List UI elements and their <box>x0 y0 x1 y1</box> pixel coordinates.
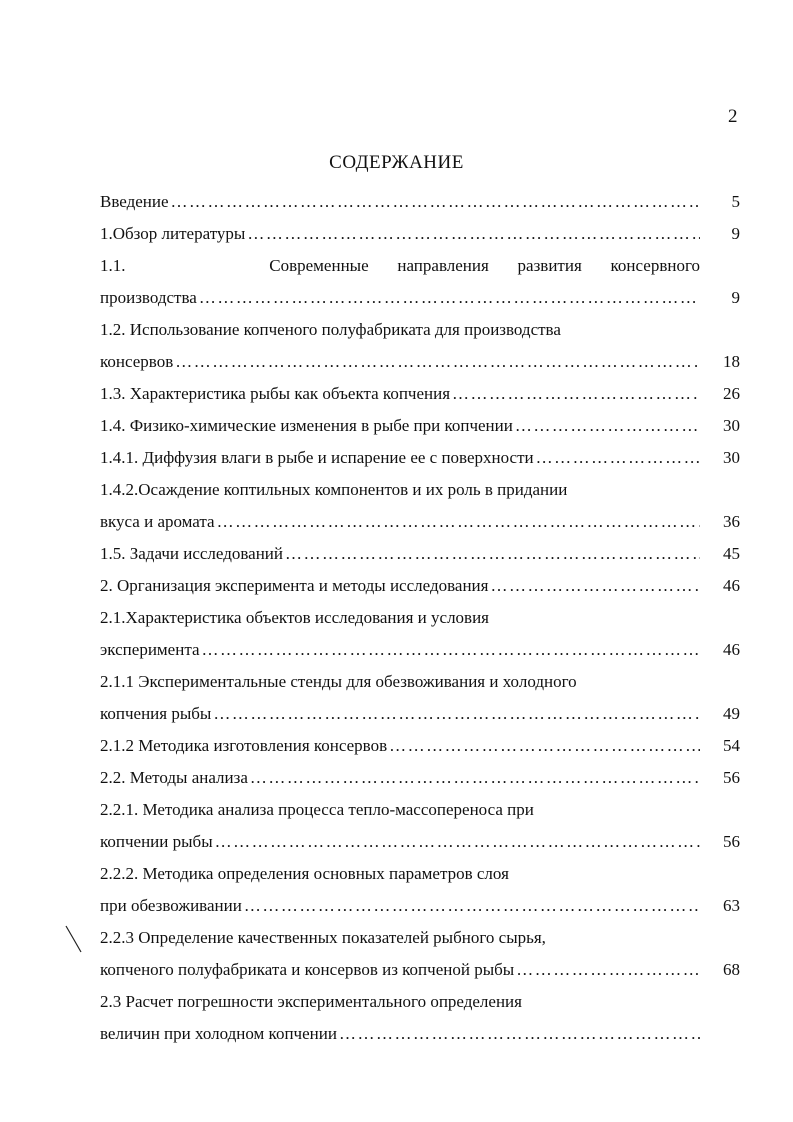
toc-line <box>100 446 700 470</box>
toc-entry-text: Введение <box>100 192 169 211</box>
toc-page-number: 26 <box>723 384 740 403</box>
toc-entry-text: 2.3 Расчет погрешности экспериментального определения <box>100 992 522 1011</box>
dot-leader <box>337 1022 700 1046</box>
toc-page-number: 9 <box>731 288 740 307</box>
toc-line <box>100 1022 700 1046</box>
toc-line <box>100 254 700 278</box>
toc-entry-text: эксперимента <box>100 640 200 659</box>
toc-entry-text: копченого полуфабриката и консервов из копченой рыбы <box>100 960 515 979</box>
toc-entry-text: 1.2. Использование копченого полуфабриката для производства <box>100 320 561 339</box>
toc-entry-text: 2.1.Характеристика объектов исследования и условия <box>100 608 489 627</box>
dot-leader <box>213 830 700 854</box>
toc-entry-text: 1.4.1. Диффузия влаги в рыбе и испарение ее с поверхности <box>100 448 534 467</box>
dot-leader <box>248 766 700 790</box>
toc-line <box>100 830 700 854</box>
dot-leader <box>197 286 700 310</box>
toc-page-number: 46 <box>723 640 740 659</box>
toc-line <box>100 990 700 1014</box>
toc-entry-text: 2. Организация эксперимента и методы исследования <box>100 576 489 595</box>
toc-line <box>100 638 700 662</box>
toc-line <box>100 926 700 950</box>
toc-entry-text: 2.2.2. Методика определения основных параметров слоя <box>100 864 509 883</box>
toc-entry-text: 2.2.3 Определение качественных показателей рыбного сырья, <box>100 928 546 947</box>
toc-page-number: 9 <box>731 224 740 243</box>
toc-line <box>100 734 700 758</box>
toc-entry-text: при обезвоживании <box>100 896 242 915</box>
toc-entry-text: вкуса и аромата <box>100 512 215 531</box>
page-number: 2 <box>728 106 738 127</box>
toc-line <box>100 606 700 630</box>
toc-page-number: 45 <box>723 544 740 563</box>
toc-page-number: 54 <box>723 736 740 755</box>
toc-entry-text: 2.2. Методы анализа <box>100 768 248 787</box>
toc-title: СОДЕРЖАНИЕ <box>329 152 464 173</box>
dot-leader <box>173 350 700 374</box>
toc-line <box>100 670 700 694</box>
toc-page-number: 49 <box>723 704 740 723</box>
dot-leader <box>169 190 700 214</box>
dot-leader <box>245 222 700 246</box>
toc-line <box>100 766 700 790</box>
toc-line <box>100 894 700 918</box>
toc-line <box>100 510 700 534</box>
toc-entry-text: копчении рыбы <box>100 832 213 851</box>
toc-entry-text: 1.4.2.Осаждение коптильных компонентов и их роль в придании <box>100 480 568 499</box>
toc-page-number: 5 <box>731 192 740 211</box>
toc-page-number: 68 <box>723 960 740 979</box>
toc-line <box>100 542 700 566</box>
toc-line <box>100 222 700 246</box>
toc-page-number: 56 <box>723 768 740 787</box>
dot-leader <box>488 574 700 598</box>
toc-page-number: 56 <box>723 832 740 851</box>
toc-page-number: 30 <box>723 416 740 435</box>
toc-line <box>100 862 700 886</box>
dot-leader <box>283 542 700 566</box>
dot-leader <box>215 510 700 534</box>
dot-leader <box>387 734 700 758</box>
toc-line <box>100 414 700 438</box>
toc-entry-text: консервов <box>100 352 174 371</box>
toc-line <box>100 286 700 310</box>
dot-leader <box>450 382 700 406</box>
toc-line <box>100 702 700 726</box>
toc-page-number: 63 <box>723 896 740 915</box>
toc-line <box>100 574 700 598</box>
toc-entry-text: 2.1.1 Экспериментальные стенды для обезвоживания и холодного <box>100 672 577 691</box>
toc-entry-text: производства <box>100 288 197 307</box>
dot-leader <box>514 958 700 982</box>
toc-line <box>100 798 700 822</box>
dot-leader <box>200 638 700 662</box>
toc-entry-text: величин при холодном копчении <box>100 1024 337 1043</box>
dot-leader <box>534 446 700 470</box>
dot-leader <box>242 894 700 918</box>
pen-mark <box>64 924 84 954</box>
toc-line <box>100 318 700 342</box>
toc-page-number: 46 <box>723 576 740 595</box>
toc-line <box>100 190 700 214</box>
toc-line <box>100 350 700 374</box>
toc-line <box>100 958 700 982</box>
toc-line <box>100 382 700 406</box>
toc-page-number: 18 <box>723 352 740 371</box>
toc-entry-text: 1.5. Задачи исследований <box>100 544 284 563</box>
toc-entry-text: 1.3. Характеристика рыбы как объекта копчения <box>100 384 451 403</box>
toc-entry-text: 2.2.1. Методика анализа процесса тепло-массопереноса при <box>100 800 534 819</box>
toc-line <box>100 478 700 502</box>
toc-entry-text: 1.Обзор литературы <box>100 224 246 243</box>
toc-entry-text: 2.1.2 Методика изготовления консервов <box>100 736 388 755</box>
toc-page-number: 30 <box>723 448 740 467</box>
toc-entry-text: копчения рыбы <box>100 704 212 723</box>
toc-entry-text: 1.4. Физико-химические изменения в рыбе при копчении <box>100 416 513 435</box>
dot-leader <box>513 414 700 438</box>
dot-leader <box>211 702 700 726</box>
toc-page-number: 36 <box>723 512 740 531</box>
toc-entry-text: 1.1. Современные направления развития консервного <box>100 256 700 275</box>
